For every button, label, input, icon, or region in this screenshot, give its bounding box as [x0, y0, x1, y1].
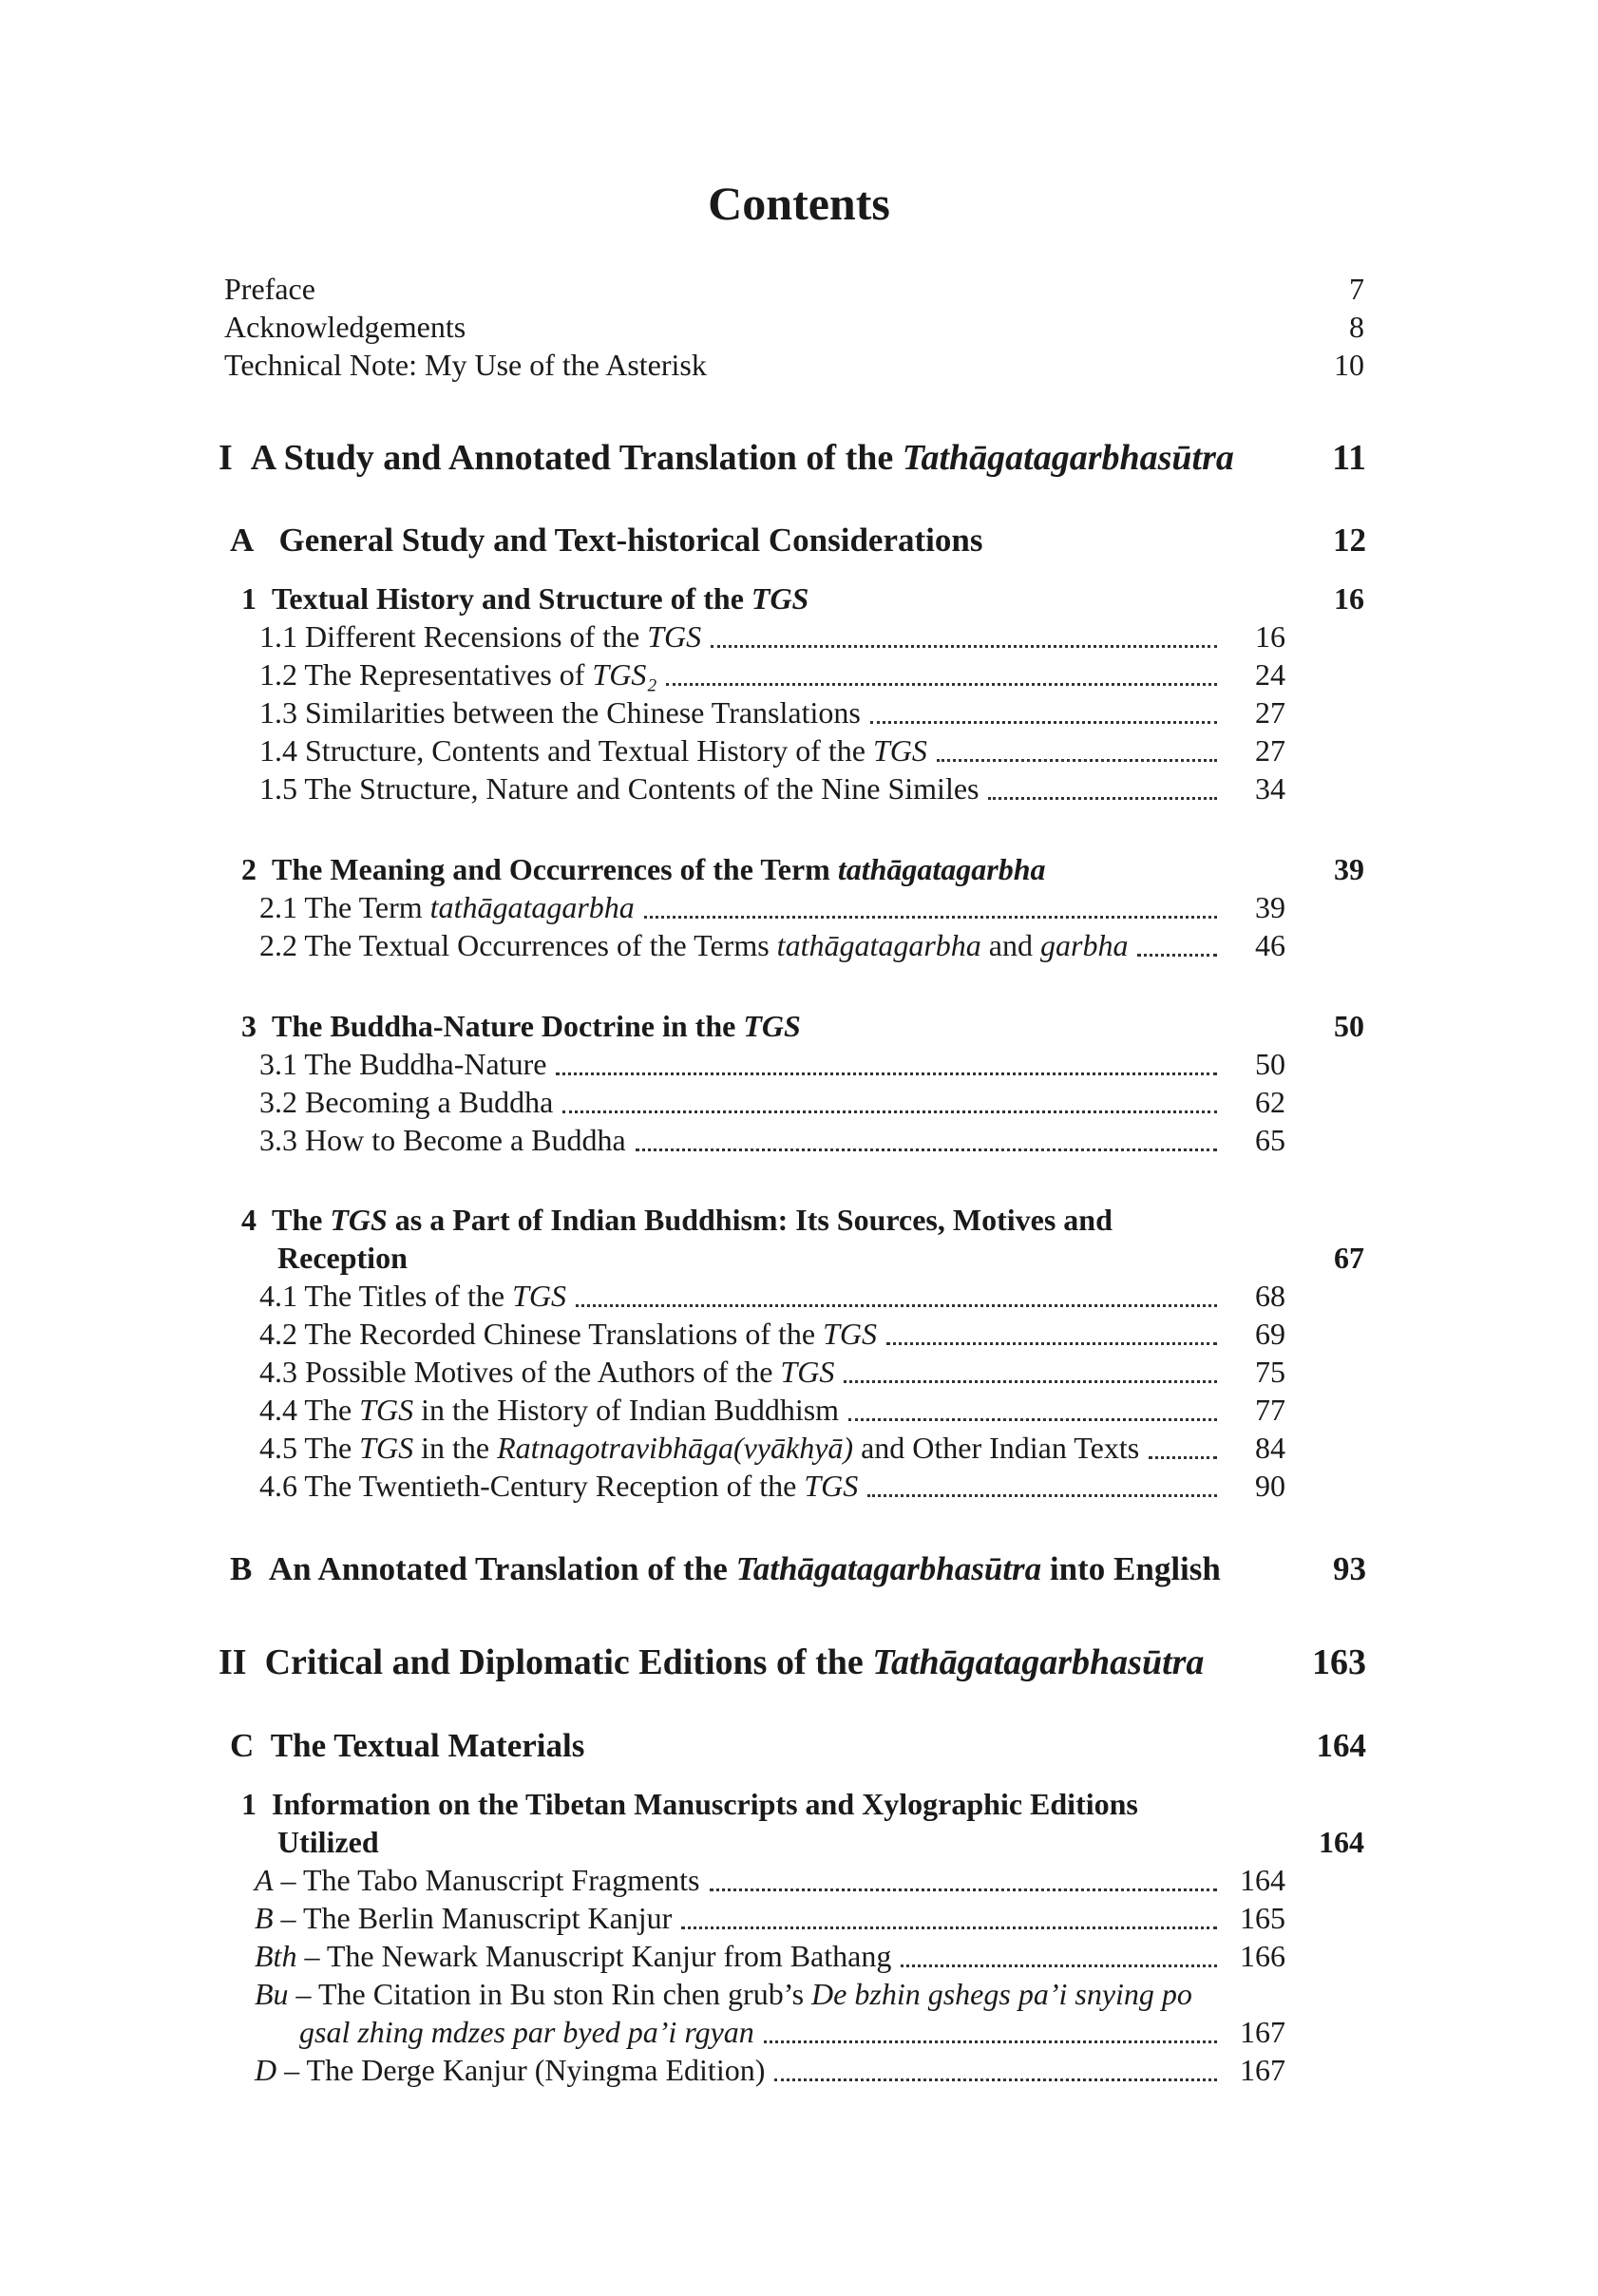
toc-ms-a[interactable] — [255, 1860, 1285, 1900]
toc-chapter-2[interactable] — [241, 849, 1364, 889]
toc-text: TGS — [359, 1393, 414, 1427]
toc-text: 1.5 The Structure, Nature and Contents of the Nine Similes — [259, 771, 980, 806]
toc-text: A — [255, 1863, 274, 1897]
toc-text: Information on the Tibetan Manuscripts and Xylographic Editions — [272, 1787, 1138, 1821]
toc-text: General Study and Text-historical Considerations — [278, 522, 983, 559]
toc-entry-preface[interactable] — [224, 269, 1364, 309]
toc-text: 24 — [1255, 657, 1285, 692]
toc-text: II — [219, 1642, 247, 1682]
toc-ms-bu-cont[interactable] — [299, 2012, 1285, 2052]
toc-text: Bth — [255, 1939, 297, 1973]
toc-text: garbha — [1040, 928, 1129, 962]
toc-text: Technical Note: My Use of the Asterisk — [224, 348, 707, 382]
toc-text: TGS — [512, 1279, 566, 1313]
toc-text: D — [255, 2053, 277, 2087]
toc-entry-3-1[interactable] — [259, 1044, 1285, 1084]
toc-text: 50 — [1255, 1047, 1285, 1081]
toc-text: Utilized — [277, 1825, 379, 1859]
toc-text: 2.1 The Term — [259, 890, 423, 924]
toc-ms-bth[interactable] — [255, 1936, 1285, 1976]
toc-text: 68 — [1255, 1279, 1285, 1313]
toc-entry-acknowledgements[interactable] — [224, 307, 1364, 347]
toc-text: 1.1 Different Recensions of the — [259, 619, 640, 654]
toc-text: Ratnagotravibhāga(vyākhyā) — [497, 1431, 854, 1465]
toc-entry-technical-note[interactable] — [224, 345, 1364, 385]
part-number: I — [219, 438, 233, 478]
toc-text: 4.1 The Titles of the — [259, 1279, 505, 1313]
toc-text: A — [230, 522, 255, 559]
toc-ms-bu[interactable] — [255, 1974, 1285, 2014]
toc-text: TGS — [647, 619, 702, 654]
toc-chapter-ii-1[interactable] — [241, 1784, 1364, 1824]
toc-entry-2-2[interactable] — [259, 925, 1285, 965]
toc-text: De bzhin gshegs pa’i snying po — [811, 1977, 1192, 2011]
toc-entry-4-1[interactable] — [259, 1276, 1285, 1316]
toc-text: 1.2 The Representatives of — [259, 657, 585, 692]
dot-leader — [636, 1148, 1217, 1151]
toc-text: TGS — [804, 1469, 859, 1503]
toc-text: 16 — [1255, 619, 1285, 654]
toc-text: 34 — [1255, 771, 1285, 806]
dot-leader — [576, 1304, 1217, 1307]
toc-text: 39 — [1255, 890, 1285, 924]
toc-text: – The Berlin Manuscript Kanjur — [280, 1901, 673, 1935]
toc-text: 39 — [1334, 852, 1364, 886]
toc-text: 27 — [1255, 733, 1285, 768]
toc-entry-4-2[interactable] — [259, 1314, 1285, 1354]
dot-leader — [867, 1494, 1217, 1497]
toc-text: 164 — [1319, 1825, 1364, 1859]
toc-text: 4.2 The Recorded Chinese Translations of the — [259, 1317, 816, 1351]
toc-part-2[interactable] — [219, 1638, 1366, 1687]
toc-text: 84 — [1255, 1431, 1285, 1465]
toc-entry-2-1[interactable] — [259, 887, 1285, 927]
toc-text: – The Newark Manuscript Kanjur from Bathang — [304, 1939, 892, 1973]
toc-chapter-3[interactable] — [241, 1006, 1364, 1046]
dot-leader — [562, 1110, 1217, 1113]
dot-leader — [1137, 954, 1217, 957]
toc-text: 2.2 The Textual Occurrences of the Terms — [259, 928, 770, 962]
toc-text: and Other Indian Texts — [861, 1431, 1140, 1465]
part-title-italic: Tathāgatagarbhasūtra — [902, 438, 1234, 478]
toc-text: 27 — [1255, 695, 1285, 730]
dot-leader — [1149, 1456, 1217, 1459]
toc-text: – The Tabo Manuscript Fragments — [280, 1863, 700, 1897]
toc-text: and — [988, 928, 1033, 962]
toc-text: TGS — [823, 1317, 878, 1351]
toc-text: tathāgatagarbha — [837, 852, 1046, 886]
toc-text: 1.4 Structure, Contents and Textual History of the — [259, 733, 866, 768]
toc-text: 3.2 Becoming a Buddha — [259, 1085, 554, 1119]
dot-leader — [988, 797, 1217, 800]
toc-ms-b[interactable] — [255, 1898, 1285, 1938]
toc-text: into English — [1049, 1550, 1221, 1587]
toc-text: 3.1 The Buddha-Nature — [259, 1047, 547, 1081]
toc-text: TGS — [751, 581, 809, 616]
toc-text: 2 — [241, 852, 257, 886]
toc-text: TGS — [743, 1009, 801, 1043]
toc-text: TGS — [780, 1355, 835, 1389]
toc-text: in the — [421, 1431, 490, 1465]
toc-text: Acknowledgements — [224, 310, 466, 344]
toc-entry-4-5[interactable] — [259, 1428, 1285, 1468]
toc-text: The Textual Materials — [270, 1727, 585, 1764]
toc-text: tathāgatagarbha — [429, 890, 635, 924]
dot-leader — [764, 2040, 1217, 2043]
toc-text: 4.5 The — [259, 1431, 352, 1465]
toc-text: 164 — [1316, 1727, 1366, 1764]
toc-section-c[interactable] — [230, 1723, 1366, 1769]
toc-text: The Buddha-Nature Doctrine in the — [272, 1009, 736, 1043]
toc-text: Tathāgatagarbhasūtra — [735, 1550, 1042, 1587]
toc-text: 165 — [1240, 1901, 1285, 1935]
toc-text: 3.3 How to Become a Buddha — [259, 1123, 626, 1157]
page-title: Contents — [708, 177, 890, 230]
toc-text: 90 — [1255, 1469, 1285, 1503]
toc-section-b[interactable] — [230, 1546, 1366, 1592]
toc-text: TGS — [359, 1431, 414, 1465]
toc-text: 164 — [1240, 1863, 1285, 1897]
toc-text: An Annotated Translation of the — [268, 1550, 728, 1587]
toc-text: Reception — [277, 1241, 408, 1275]
toc-text: 62 — [1255, 1085, 1285, 1119]
toc-entry-1-1[interactable] — [259, 617, 1285, 656]
toc-text: 93 — [1333, 1550, 1366, 1587]
dot-leader — [901, 1964, 1217, 1967]
toc-text: TGS₂ — [592, 657, 657, 692]
dot-leader — [710, 1888, 1218, 1891]
toc-part-1[interactable] — [219, 433, 1366, 483]
toc-ms-d[interactable] — [255, 2050, 1285, 2090]
toc-text: 65 — [1255, 1123, 1285, 1157]
toc-text: – The Derge Kanjur (Nyingma Edition) — [284, 2053, 766, 2087]
toc-text: – The Citation in Bu ston Rin chen grub’s — [295, 1977, 805, 2011]
toc-text: Tathāgatagarbhasūtra — [872, 1642, 1205, 1682]
toc-text: 166 — [1240, 1939, 1285, 1973]
toc-text: in the History of Indian Buddhism — [421, 1393, 840, 1427]
toc-text: TGS — [330, 1203, 388, 1237]
toc-text: 4.3 Possible Motives of the Authors of the — [259, 1355, 773, 1389]
toc-text: The — [272, 1203, 323, 1237]
dot-leader — [937, 759, 1217, 762]
toc-text: The Meaning and Occurrences of the Term — [272, 852, 830, 886]
dot-leader — [681, 1926, 1217, 1929]
toc-text: 67 — [1334, 1241, 1364, 1275]
toc-text: tathāgatagarbha — [776, 928, 981, 962]
toc-text: 8 — [1349, 310, 1364, 344]
dot-leader — [556, 1072, 1217, 1075]
toc-text: 163 — [1312, 1642, 1366, 1682]
toc-text: 50 — [1334, 1009, 1364, 1043]
toc-entry-1-2[interactable] — [259, 655, 1285, 694]
toc-text: 3 — [241, 1009, 257, 1043]
toc-entry-3-2[interactable] — [259, 1082, 1285, 1122]
toc-section-a[interactable] — [230, 518, 1366, 563]
toc-chapter-4-cont[interactable] — [277, 1238, 1364, 1278]
toc-text: 167 — [1240, 2015, 1285, 2049]
toc-text: Textual History and Structure of the — [272, 581, 744, 616]
toc-text: 4.6 The Twentieth-Century Reception of the — [259, 1469, 797, 1503]
toc-text: C — [230, 1727, 255, 1764]
toc-entry-4-3[interactable] — [259, 1352, 1285, 1392]
dot-leader — [666, 683, 1217, 686]
toc-entry-1-4[interactable] — [259, 731, 1285, 770]
toc-text: 69 — [1255, 1317, 1285, 1351]
toc-chapter-1[interactable] — [241, 579, 1364, 618]
toc-text: Critical and Diplomatic Editions of the — [264, 1642, 864, 1682]
toc-text: 75 — [1255, 1355, 1285, 1389]
toc-text: B — [230, 1550, 253, 1587]
part-page: 11 — [1332, 438, 1366, 478]
dot-leader — [774, 2078, 1217, 2081]
dot-leader — [870, 721, 1217, 724]
toc-entry-4-4[interactable] — [259, 1390, 1285, 1430]
toc-chapter-4[interactable] — [241, 1200, 1364, 1240]
dot-leader — [848, 1418, 1217, 1421]
toc-text: gsal zhing mdzes par byed pa’i rgyan — [299, 2015, 754, 2049]
toc-entry-4-6[interactable] — [259, 1466, 1285, 1506]
toc-chapter-ii-1-cont[interactable] — [277, 1822, 1364, 1862]
toc-text: TGS — [872, 733, 927, 768]
toc-text: 12 — [1333, 522, 1366, 559]
part-title: A Study and Annotated Translation of the — [250, 438, 894, 478]
toc-text: 77 — [1255, 1393, 1285, 1427]
dot-leader — [644, 916, 1217, 919]
toc-text: 7 — [1349, 272, 1364, 306]
toc-entry-3-3[interactable] — [259, 1120, 1285, 1160]
toc-text: 4 — [241, 1203, 257, 1237]
toc-text: 1 — [241, 581, 257, 616]
toc-text: 167 — [1240, 2053, 1285, 2087]
toc-text: 46 — [1255, 928, 1285, 962]
dot-leader — [886, 1342, 1217, 1345]
toc-text: B — [255, 1901, 274, 1935]
toc-text: 1.3 Similarities between the Chinese Translations — [259, 695, 861, 730]
toc-text: Bu — [255, 1977, 289, 2011]
toc-entry-1-5[interactable] — [259, 768, 1285, 808]
toc-entry-1-3[interactable] — [259, 693, 1285, 732]
toc-text: 10 — [1334, 348, 1364, 382]
toc-text: 16 — [1334, 581, 1364, 616]
toc-text: 4.4 The — [259, 1393, 352, 1427]
dot-leader — [711, 645, 1217, 648]
toc-text: as a Part of Indian Buddhism: Its Sources, Motives and — [394, 1203, 1113, 1237]
dot-leader — [844, 1380, 1217, 1383]
toc-text: 1 — [241, 1787, 257, 1821]
toc-text: Preface — [224, 272, 315, 306]
